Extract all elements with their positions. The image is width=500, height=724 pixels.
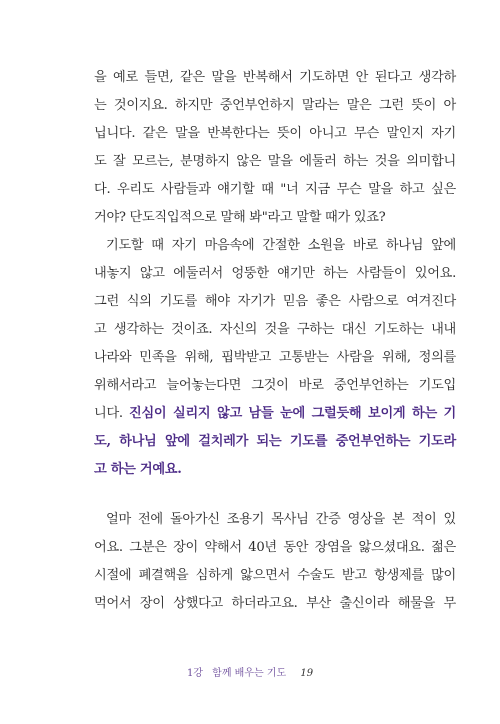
- text-line: 거야? 단도직입적으로 말해 봐"라고 말할 때가 있죠?: [94, 210, 386, 225]
- text-line: 다. 우리도 사람들과 얘기할 때 "너 지금 무슨 말을 하고 싶은: [94, 182, 456, 197]
- text-line: 얼마 전에 돌아가신 조용기 목사님 간증 영상을 본 적이 있: [106, 512, 456, 527]
- text-line: 닙니다. 같은 말을 반복한다는 뜻이 아니고 무슨 말인지 자기: [94, 126, 456, 141]
- chapter-label: 1강: [186, 668, 203, 679]
- text-line: 그런 식의 기도를 해야 자기가 믿음 좋은 사람으로 여겨진다: [94, 294, 456, 309]
- text-line: 먹어서 장이 상했다고 하더라고요. 부산 출신이라 해물을 무: [94, 596, 456, 611]
- text-line: 기도할 때 자기 마음속에 간절한 소원을 바로 하나님 앞에: [106, 238, 456, 253]
- page-number: 19: [300, 668, 314, 679]
- text-line: 나라와 민족을 위해, 핍박받고 고통받는 사람을 위해, 정의를: [94, 350, 456, 365]
- page-footer: [0, 664, 500, 679]
- text-line: 는 것이지요. 하지만 중언부언하지 말라는 말은 그런 뜻이 아: [94, 98, 456, 113]
- text-line: 고 생각하는 것이죠. 자신의 것을 구하는 대신 기도하는 내내: [94, 322, 456, 337]
- text-line-mixed: [94, 400, 456, 428]
- book-title: 함께 배우는 기도: [212, 668, 287, 679]
- text-line: 내놓지 않고 에둘러서 엉뚱한 얘기만 하는 사람들이 있어요.: [94, 266, 456, 281]
- body-text-top: [94, 64, 456, 484]
- text-line: 위해서라고 늘어놓는다면 그것이 바로 중언부언하는 기도입: [94, 378, 456, 393]
- highlighted-text: 진심이 실리지 않고 남들 눈에 그럴듯해 보이게 하는 기: [129, 406, 456, 421]
- text-line: 시절에 폐결핵을 심하게 앓으면서 수술도 받고 항생제를 많이: [94, 568, 456, 583]
- text-line: 을 예로 들면, 같은 말을 반복해서 기도하면 안 된다고 생각하: [94, 70, 456, 85]
- text-line: 어요. 그분은 장이 약해서 40년 동안 장염을 앓으셨대요. 젊은: [94, 540, 456, 555]
- body-text-bottom: [94, 506, 456, 618]
- plain-text: 니다.: [94, 406, 130, 421]
- text-line: 도 잘 모르는, 분명하지 않은 말을 에둘러 하는 것을 의미합니: [94, 154, 456, 169]
- highlighted-line: 고 하는 거예요.: [94, 462, 182, 477]
- highlighted-line: 도, 하나님 앞에 걸치레가 되는 기도를 중언부언하는 기도라: [94, 434, 456, 449]
